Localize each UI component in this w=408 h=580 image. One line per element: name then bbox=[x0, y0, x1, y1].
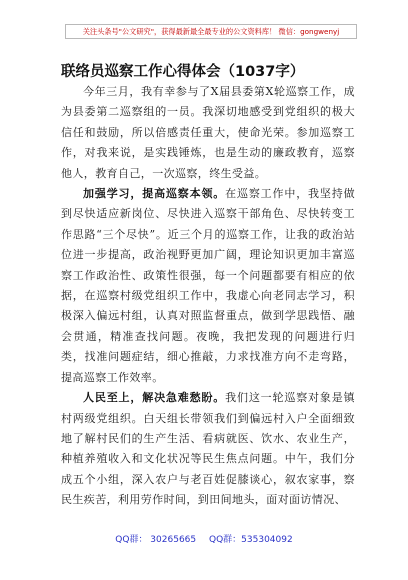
banner-text: 关注头条号"公文研究"，获得最新最全最专业的公文资料库！ 微信：gongwenyj bbox=[82, 26, 340, 36]
paragraph-people bbox=[61, 388, 355, 510]
header-banner bbox=[65, 24, 357, 39]
paragraph-heading: 加强学习，提高巡察本领。 bbox=[83, 187, 226, 201]
footer-qq-group-1: QQ群： 30265665 bbox=[115, 535, 197, 545]
paragraph-text: 我们这一轮巡察对象是镇村两级党组织。白天组长带领我们到偏远村入户全面细致地了解村民们的生产生活、看病就医、饮水、农业生产，种植养殖收入和文化状况等民生焦点问题。中午，我们分成五个小组，深入农户与老百姓促膝谈心，叙农家事，察民生疾苦，利用劳作时间，到田间地头，面对面访情况、 bbox=[61, 391, 355, 507]
paragraph-text: 今年三月，我有幸参与了X届县委第X轮巡察工作，成为县委第二巡察组的一员。我深切地感受到党组织的极大信任和鼓励，所以倍感责任重大，使命光荣。参加巡察工作，对我来说，是实践锤炼，也是生动的廉政教育，巡察他人，教育自己，一次巡察，终生受益。 bbox=[61, 85, 355, 180]
paragraph-intro bbox=[61, 82, 355, 184]
footer-contacts bbox=[0, 532, 408, 545]
document-title: 联络员巡察工作心得体会（1037字） bbox=[61, 64, 305, 80]
footer-qq-group-2: QQ群：535304092 bbox=[209, 535, 293, 545]
document-body bbox=[61, 82, 355, 511]
paragraph-text: 在巡察工作中，我坚持做到尽快适应新岗位、尽快进入巡察干部角色、尽快转变工作思路“三个尽快”。近三个月的巡察工作，让我的政治站位进一步提高，政治视野更加广阔，理论知识更加丰富巡察工作政治性、政策性很强，每一个问题都要有相应的依据，在巡察村级党组织工作中，我虚心向老同志学习，积极深入偏远村组，认真对照监督重点，做到学思践悟、融会贯通，精准查找问题。夜晚，我把发现的问题进行归类，找准问题症结，细心推敲，力求找准方向不走弯路，提高巡察工作效率。 bbox=[61, 187, 355, 384]
paragraph-study bbox=[61, 184, 355, 388]
paragraph-heading: 人民至上，解决急难愁盼。 bbox=[83, 391, 226, 405]
